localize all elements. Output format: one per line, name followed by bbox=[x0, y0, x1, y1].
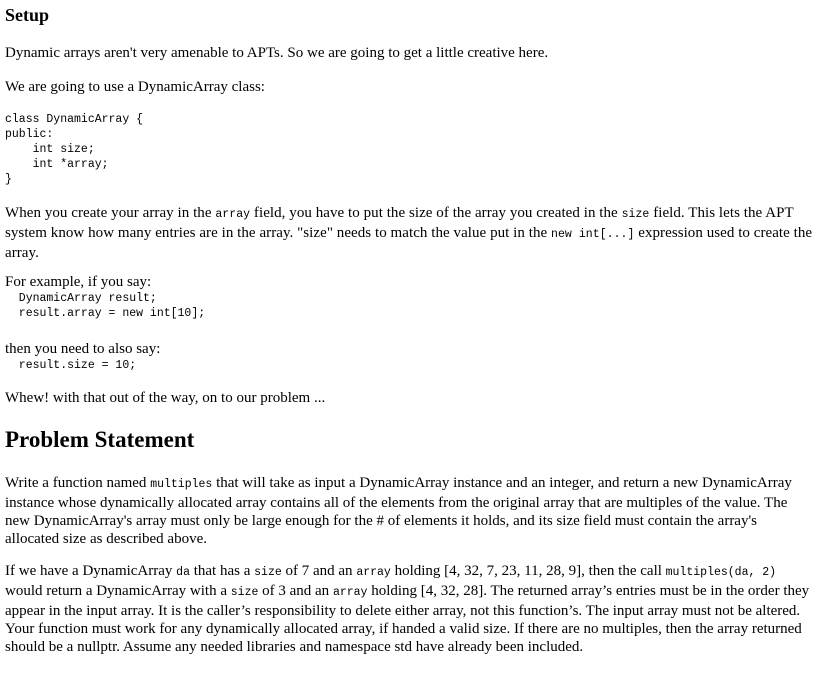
whew-paragraph: Whew! with that out of the way, on to our problem ... bbox=[5, 390, 326, 406]
inline-code-size: size bbox=[621, 208, 650, 221]
then-intro-paragraph: then you need to also say: bbox=[5, 341, 161, 357]
problem-example-paragraph: If we have a DynamicArray da that has a size of 7 and an array holding [4, 32, 7, 23, 11, 28, 9], then the call multiples(da, 2) would return a DynamicArray with a size of 3 and an array holding [4, 32, 28]. The returned array’s entries must be in the order they appear in the input array. It is the caller’s responsibility to delete either array, not this function’s. The input array must not be altered. Your function must work for any dynamically allocated array, if handed a valid size. If there are no multiples, then the array returned should be a nullptr. Assume any needed libraries and namespace std have already been included. bbox=[5, 563, 810, 655]
problem-statement-heading: Problem Statement bbox=[5, 427, 195, 452]
example-code: DynamicArray result; result.array = new int[10]; bbox=[18, 292, 206, 320]
inline-code-multiples: multiples bbox=[150, 478, 213, 491]
inline-code-multiples-call: multiples(da, 2) bbox=[665, 566, 777, 579]
example-intro-paragraph: For example, if you say: bbox=[5, 274, 152, 290]
inline-code-size: size bbox=[254, 566, 282, 579]
class-intro-paragraph: We are going to use a DynamicArray class: bbox=[5, 79, 265, 95]
class-definition-code: class DynamicArray { public: int size; int *array; } bbox=[5, 113, 144, 186]
problem-description-paragraph: Write a function named multiples that will take as input a DynamicArray instance and an integer, and return a new DynamicArray instance whose dynamically allocated array contains all of the elements from the original array that are multiples of the value. The new DynamicArray's array must only be large enough for the # of elements it holds, and its size field must contain the array's allocated size as described above. bbox=[5, 475, 792, 547]
array-field-paragraph: When you create your array in the array field, you have to put the size of the array you created in the size field. This lets the APT system know how many entries are in the array. "size" needs to match the value put in the new int[...] expression used to create the array. bbox=[5, 205, 813, 261]
setup-heading: Setup bbox=[5, 5, 50, 25]
setup-intro-paragraph: Dynamic arrays aren't very amenable to APTs. So we are going to get a little creative here. bbox=[5, 45, 549, 61]
inline-code-array: array bbox=[332, 586, 368, 599]
inline-code-array: array bbox=[356, 566, 391, 579]
inline-code-size: size bbox=[230, 586, 259, 599]
inline-code-new-int: new int[...] bbox=[551, 228, 635, 241]
inline-code-da: da bbox=[176, 566, 190, 579]
inline-code-array: array bbox=[215, 208, 251, 221]
then-code: result.size = 10; bbox=[5, 359, 137, 372]
